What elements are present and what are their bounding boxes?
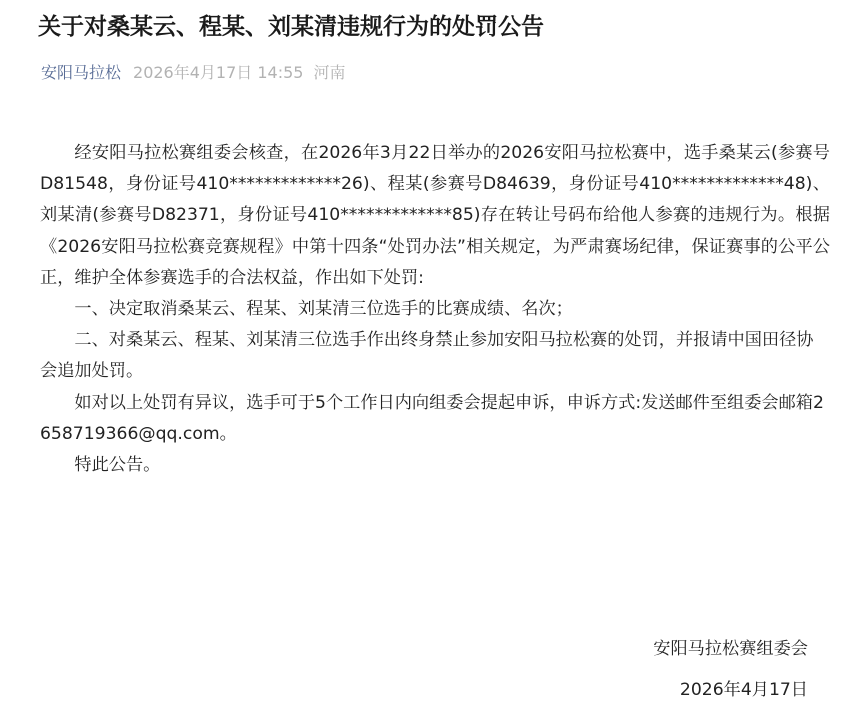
article-meta — [41, 60, 346, 86]
signature-organization: 安阳马拉松赛组委会 — [653, 639, 808, 659]
paragraph-penalty-1: 一、决定取消桑某云、程某、刘某清三位选手的比赛成绩、名次； — [74, 299, 573, 320]
article-title: 关于对桑某云、程某、刘某清违规行为的处罚公告 — [38, 14, 544, 40]
publish-time: 2026年4月17日 14:55 — [133, 63, 304, 82]
publish-location: 河南 — [313, 63, 346, 82]
signature-date: 2026年4月17日 — [679, 680, 808, 700]
article-body — [40, 138, 830, 481]
paragraph-closing: 特此公告。 — [74, 455, 161, 476]
account-name-link[interactable]: 安阳马拉松 — [41, 63, 122, 82]
paragraph-appeal: 如对以上处罚有异议，选手可于5个工作日内向组委会提起申诉，申诉方式:发送邮件至组委会邮箱2658719366@qq.com。 — [40, 392, 824, 444]
paragraph-penalty-2: 二、对桑某云、程某、刘某清三位选手作出终身禁止参加安阳马拉松赛的处罚，并报请中国田径协会追加处罚。 — [40, 330, 814, 382]
paragraph-findings: 经安阳马拉松赛组委会核查，在2026年3月22日举办的2026安阳马拉松赛中，选手桑某云(参赛号D81548，身份证号410*************26)、程某(参赛号D84639，身份证号410*************48)、刘某清(参赛号D82371，身份证号410*************85)存在转让号码布给他人参赛的违规行为。根据《2026安阳马拉松赛竞赛规程》中第十四条“处罚办法”相关规定，为严肃赛场纪律，保证赛事的公平公正，维护全体参赛选手的合法权益，作出如下处罚: — [40, 143, 830, 288]
